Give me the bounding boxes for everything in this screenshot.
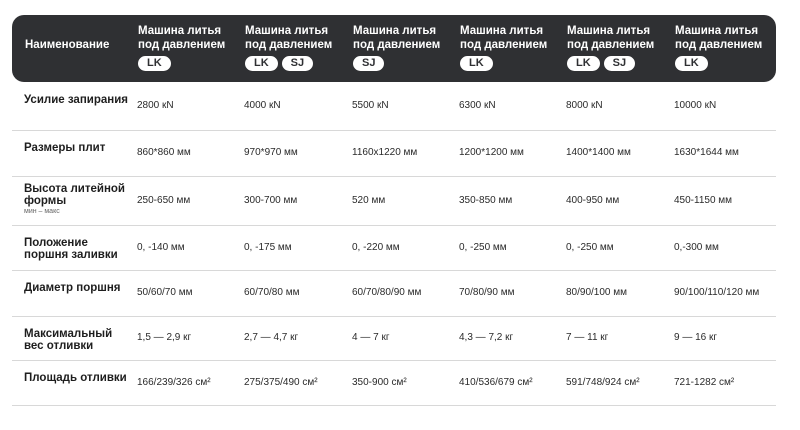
row-label-text: Диаметр поршня — [24, 282, 121, 294]
table-cell: 90/100/110/120 мм — [674, 287, 760, 298]
column-title: Машина литья под давлением — [675, 25, 763, 51]
model-tag: LK — [245, 56, 278, 71]
table-header — [12, 15, 776, 82]
column-title: Машина литья под давлением — [138, 25, 226, 51]
table-cell: 1200*1200 мм — [459, 147, 524, 158]
table-cell: 250-650 мм — [137, 195, 191, 206]
table-cell: 1,5 — 2,9 кг — [137, 332, 192, 343]
table-cell: 0, -175 мм — [244, 242, 292, 253]
table-row — [12, 316, 776, 361]
column-title: Машина литья под давлением — [353, 25, 441, 51]
column-title: Машина литья под давлением — [567, 25, 655, 51]
table-cell: 50/60/70 мм — [137, 287, 193, 298]
row-label-text: Высота литейной формы — [24, 183, 125, 207]
table-cell: 70/80/90 мм — [459, 287, 515, 298]
table-cell: 350-900 см² — [352, 377, 407, 388]
table-row — [12, 82, 776, 131]
table-cell: 410/536/679 см² — [459, 377, 533, 388]
table-cell: 10000 кN — [674, 100, 717, 111]
table-cell: 6300 кN — [459, 100, 496, 111]
row-label — [24, 183, 129, 216]
model-tag: LK — [460, 56, 493, 71]
column-tags — [138, 56, 171, 71]
row-label — [24, 237, 129, 261]
table-cell: 0, -250 мм — [459, 242, 507, 253]
row-sublabel: мин – макс — [24, 208, 60, 215]
column-tags — [353, 56, 384, 71]
model-tag: LK — [138, 56, 171, 71]
table-cell: 60/70/80/90 мм — [352, 287, 422, 298]
table-cell: 0,-300 мм — [674, 242, 719, 253]
table-cell: 2800 кN — [137, 100, 174, 111]
table-cell: 450-1150 мм — [674, 195, 733, 206]
table-cell: 2,7 — 4,7 кг — [244, 332, 299, 343]
header-name-label: Наименование — [25, 39, 110, 51]
table-cell: 520 мм — [352, 195, 386, 206]
column-title: Машина литья под давлением — [460, 25, 548, 51]
model-tag: SJ — [353, 56, 384, 71]
table-cell: 4000 кN — [244, 100, 281, 111]
table-cell: 5500 кN — [352, 100, 389, 111]
column-title: Машина литья под давлением — [245, 25, 333, 51]
row-label — [24, 94, 129, 106]
table-cell: 166/239/326 см² — [137, 377, 211, 388]
model-tag: LK — [675, 56, 708, 71]
row-label-text: Положение поршня заливки — [24, 237, 118, 261]
table-cell: 0, -250 мм — [566, 242, 614, 253]
table-cell: 1160х1220 мм — [352, 147, 418, 158]
table-cell: 275/375/490 см² — [244, 377, 318, 388]
row-label — [24, 372, 129, 384]
row-label — [24, 282, 129, 294]
table-cell: 80/90/100 мм — [566, 287, 628, 298]
row-label-text: Усилие запирания — [24, 94, 128, 106]
model-tag: SJ — [604, 56, 635, 71]
column-tags — [567, 56, 635, 71]
table-cell: 4 — 7 кг — [352, 332, 390, 343]
row-label — [24, 142, 129, 154]
row-label-text: Максимальный вес отливки — [24, 328, 113, 352]
table-cell: 8000 кN — [566, 100, 603, 111]
table-row — [12, 130, 776, 177]
model-tag: SJ — [282, 56, 313, 71]
table-cell: 300-700 мм — [244, 195, 298, 206]
table-cell: 970*970 мм — [244, 147, 298, 158]
column-tags — [675, 56, 708, 71]
table-cell: 4,3 — 7,2 кг — [459, 332, 514, 343]
table-cell: 0, -140 мм — [137, 242, 185, 253]
table-cell: 9 — 16 кг — [674, 332, 718, 343]
table-row — [12, 360, 776, 406]
table-cell: 591/748/924 см² — [566, 377, 640, 388]
table-cell: 400-950 мм — [566, 195, 620, 206]
table-cell: 860*860 мм — [137, 147, 191, 158]
table-row — [12, 270, 776, 317]
row-label — [24, 328, 129, 352]
table-cell: 0, -220 мм — [352, 242, 400, 253]
table-cell: 350-850 мм — [459, 195, 513, 206]
table-cell: 1400*1400 мм — [566, 147, 631, 158]
table-row — [12, 176, 776, 226]
table-cell: 721-1282 см² — [674, 377, 735, 388]
row-label-text: Размеры плит — [24, 142, 106, 154]
model-tag: LK — [567, 56, 600, 71]
row-label-text: Площадь отливки — [24, 372, 127, 384]
table-row — [12, 225, 776, 271]
table-cell: 60/70/80 мм — [244, 287, 300, 298]
column-tags — [460, 56, 493, 71]
table-cell: 1630*1644 мм — [674, 147, 739, 158]
table-cell: 7 — 11 кг — [566, 332, 609, 343]
column-tags — [245, 56, 313, 71]
